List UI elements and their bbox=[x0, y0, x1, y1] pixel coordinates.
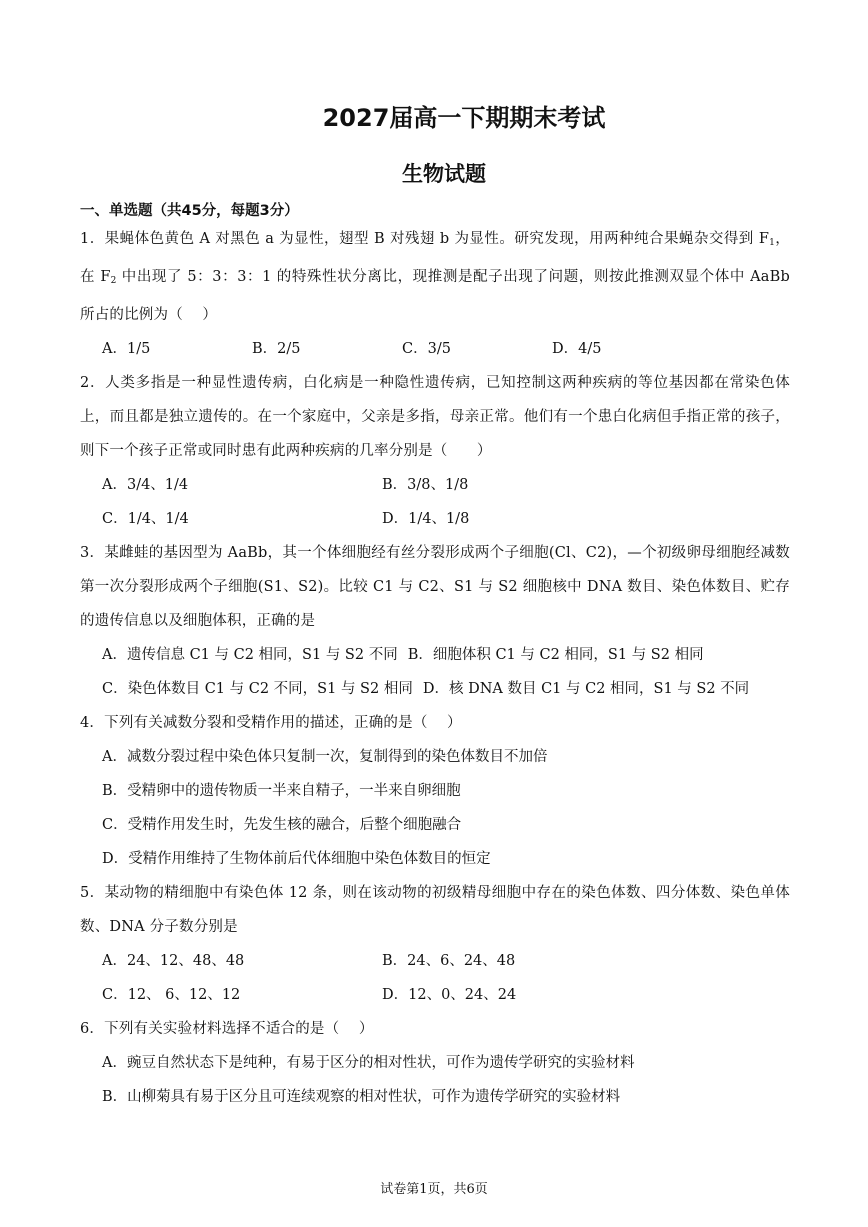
question-6-stem: 6．下列有关实验材料选择不适合的是（ ） bbox=[80, 1021, 374, 1037]
option-a: A．1/5 bbox=[102, 341, 151, 357]
option-d: D．1/4、1/8 bbox=[382, 511, 470, 527]
option-b: B．细胞体积 C1 与 C2 相同，S1 与 S2 相同 bbox=[407, 647, 704, 663]
question-list bbox=[80, 222, 790, 1114]
stem-text: 中出现了 5：3：3：1 的特殊性状分离比，现推测是配子出现了问题，则按此推测双显个体中 AaBb 所占的比例为（ ） bbox=[80, 269, 790, 323]
question-5-stem: 5．某动物的精细胞中有染色体 12 条，则在该动物的初级精母细胞中存在的染色体数、四分体数、染色单体数、DNA 分子数分别是 bbox=[80, 885, 790, 935]
stem-subscript: 2 bbox=[110, 276, 117, 286]
option-b: B．受精卵中的遗传物质一半来自精子，一半来自卵细胞 bbox=[102, 783, 461, 799]
option-d: D．核 DNA 数目 C1 与 C2 相同，S1 与 S2 不同 bbox=[422, 681, 750, 697]
option-b: B．山柳菊具有易于区分且可连续观察的相对性状，可作为遗传学研究的实验材料 bbox=[102, 1089, 621, 1105]
option-a: A．遗传信息 C1 与 C2 相同，S1 与 S2 不同 bbox=[102, 647, 398, 663]
option-c: C．3/5 bbox=[402, 341, 451, 357]
question-2-options bbox=[80, 468, 790, 536]
question-1-options bbox=[80, 332, 790, 366]
option-d: D．受精作用维持了生物体前后代体细胞中染色体数目的恒定 bbox=[102, 851, 491, 867]
exam-title: 2027届高一下期期末考试 bbox=[322, 104, 606, 132]
option-a: A．减数分裂过程中染色体只复制一次，复制得到的染色体数目不加倍 bbox=[102, 749, 548, 765]
option-a: A．3/4、1/4 bbox=[102, 477, 189, 493]
option-c: C．染色体数目 C1 与 C2 不同，S1 与 S2 相同 bbox=[102, 681, 413, 697]
question-5-options bbox=[80, 944, 790, 1012]
option-b: B．3/8、1/8 bbox=[382, 477, 469, 493]
question-4 bbox=[80, 706, 790, 876]
option-c: C．受精作用发生时，先发生核的融合，后整个细胞融合 bbox=[102, 817, 462, 833]
question-6 bbox=[80, 1012, 790, 1114]
section-heading: 一、单选题（共45分，每题3分） bbox=[80, 203, 299, 219]
option-b: B．24、6、24、48 bbox=[382, 953, 516, 969]
option-d: D．12、0、24、24 bbox=[382, 987, 517, 1003]
question-2 bbox=[80, 366, 790, 536]
stem-subscript: 1 bbox=[769, 238, 776, 248]
question-3 bbox=[80, 536, 790, 706]
question-5 bbox=[80, 876, 790, 1012]
option-c: C．1/4、1/4 bbox=[102, 511, 189, 527]
question-3-options bbox=[80, 638, 790, 706]
option-c: C．12、 6、12、12 bbox=[102, 987, 241, 1003]
option-d: D．4/5 bbox=[552, 341, 602, 357]
question-1-stem bbox=[80, 222, 790, 332]
option-a: A．豌豆自然状态下是纯种，有易于区分的相对性状，可作为遗传学研究的实验材料 bbox=[102, 1055, 635, 1071]
option-b: B．2/5 bbox=[252, 341, 301, 357]
question-3-stem: 3．某雌蛙的基因型为 AaBb，其一个体细胞经有丝分裂形成两个子细胞(Cl、C2)，—个初级卵母细胞经减数第一次分裂形成两个子细胞(S1、S2)。比较 C1 与 C2、S1 与 S2 细胞核中 DNA 数目、染色体数目、贮存的遗传信息以及细胞体积，正确的是 bbox=[80, 545, 790, 629]
stem-text: ，在 F bbox=[80, 231, 790, 285]
question-1 bbox=[80, 222, 790, 366]
page-footer: 试卷第1页，共6页 bbox=[380, 1182, 488, 1197]
question-4-stem: 4．下列有关减数分裂和受精作用的描述，正确的是（ ） bbox=[80, 715, 462, 731]
question-4-options bbox=[80, 740, 790, 876]
subject-title: 生物试题 bbox=[402, 162, 486, 186]
stem-text: 1．果蝇体色黄色 A 对黑色 a 为显性，翅型 B 对残翅 b 为显性。研究发现，用两种纯合果蝇杂交得到 F bbox=[80, 231, 770, 247]
option-a: A．24、12、48、48 bbox=[102, 953, 245, 969]
question-2-stem: 2．人类多指是一种显性遗传病，白化病是一种隐性遗传病，已知控制这两种疾病的等位基因都在常染色体上，而且都是独立遗传的。在一个家庭中，父亲是多指，母亲正常。他们有一个患白化病但手指正常的孩子，则下一个孩子正常或同时患有此两种疾病的几率分别是（ ） bbox=[80, 375, 790, 459]
question-6-options bbox=[80, 1046, 790, 1114]
